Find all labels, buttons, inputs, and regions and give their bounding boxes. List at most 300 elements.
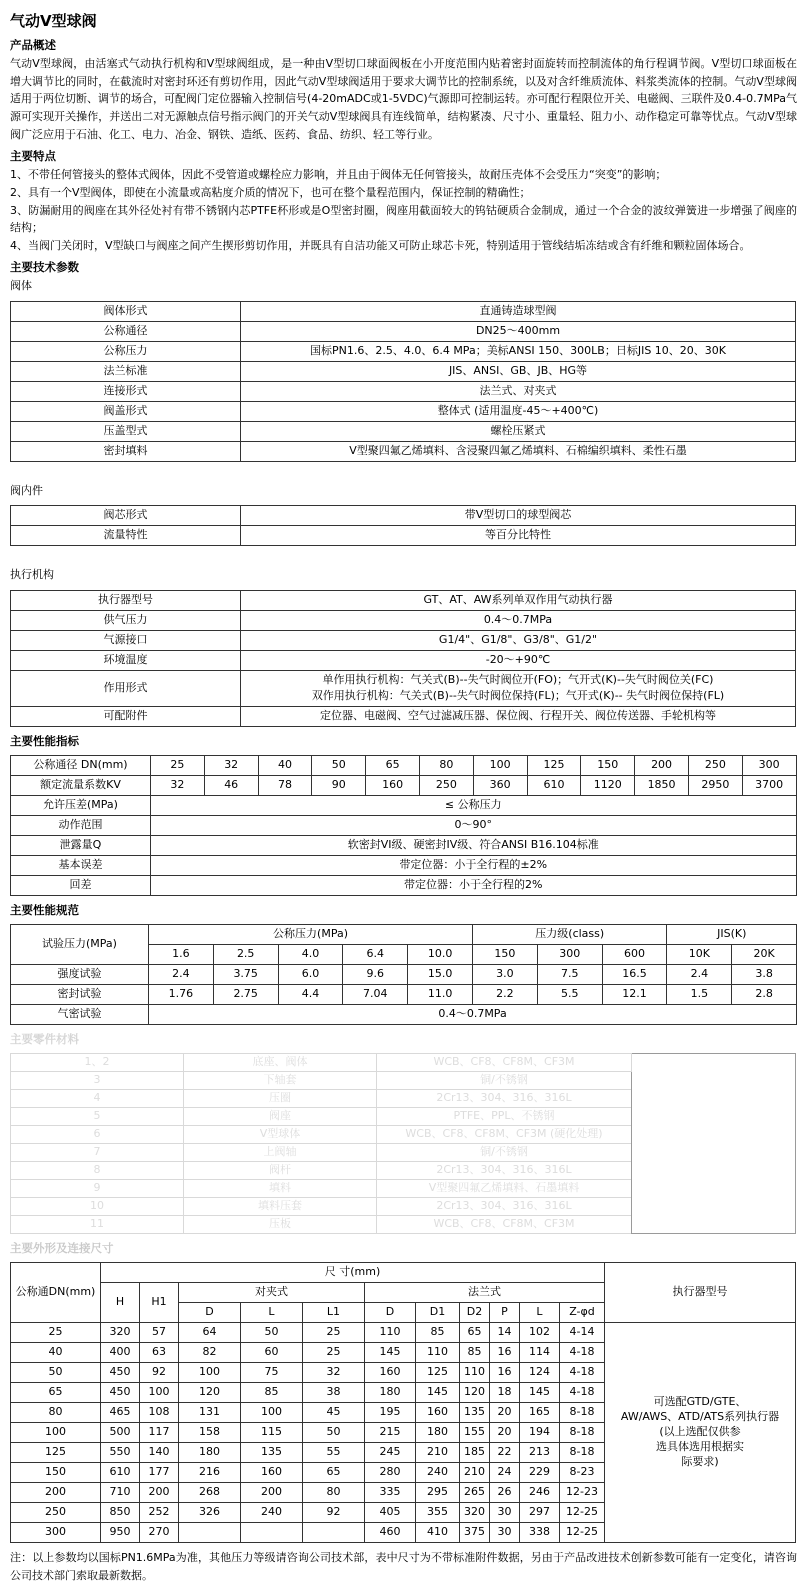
- part-name: 填料压套: [184, 1197, 377, 1215]
- dim-wafer-d: 216: [179, 1463, 241, 1483]
- table-row: [11, 984, 797, 1004]
- dim-h: 450: [101, 1363, 140, 1383]
- dim-flange-l: 246: [520, 1483, 560, 1503]
- spec-cell: 2.8: [732, 984, 797, 1004]
- part-material: WCB、CF8、CF8M、CF3M: [377, 1215, 632, 1233]
- table-row-air-test: [11, 1004, 797, 1024]
- row-value: JIS、ANSI、GB、JB、HG等: [241, 361, 796, 381]
- action-form-line-1: 单作用执行机构：气关式(B)--失气时阀位开(FO)；气开式(K)--失气时阀位关(FC): [322, 672, 714, 686]
- dim-header-wafer-group: 对夹式: [179, 1283, 365, 1303]
- row-label: 供气压力: [11, 610, 241, 630]
- part-material: 2Cr13、304、316、316L: [377, 1197, 632, 1215]
- dim-wafer-l: 135: [241, 1443, 303, 1463]
- kv-cell: 250: [419, 775, 473, 795]
- part-material: WCB、CF8、CF8M、CF3M (硬化处理): [377, 1125, 632, 1143]
- dim-flange-p: 30: [490, 1523, 520, 1543]
- section-heading-performance: 主要性能指标: [10, 733, 79, 748]
- dim-wafer-l1: 50: [303, 1423, 365, 1443]
- spec-cell: 6.0: [278, 964, 343, 984]
- row-label: 额定流量系数KV: [11, 775, 151, 795]
- dim-header-flange-l: L: [520, 1303, 560, 1323]
- dim-flange-zd: 8-23: [560, 1463, 605, 1483]
- table-row-dn: [11, 755, 797, 775]
- row-value: DN25～400mm: [241, 321, 796, 341]
- dim-flange-zd: 8-18: [560, 1403, 605, 1423]
- kv-cell: 78: [258, 775, 312, 795]
- part-material: 2Cr13、304、316、316L: [377, 1089, 632, 1107]
- table-row: [11, 526, 796, 546]
- table-row: [11, 401, 796, 421]
- row-label: 泄露量Q: [11, 835, 151, 855]
- part-number: 5: [11, 1107, 184, 1125]
- dim-flange-d: 335: [365, 1483, 416, 1503]
- spec-column-header: 4.0: [278, 944, 343, 964]
- table-row: [11, 301, 796, 321]
- row-label: 基本误差: [11, 855, 151, 875]
- dim-header-actuator-group: 执行器型号: [605, 1263, 796, 1323]
- part-material: 铜/不锈钢: [377, 1143, 632, 1161]
- spec-cell: 2.4: [149, 964, 214, 984]
- row-label: 阀芯形式: [11, 506, 241, 526]
- dim-h1: 200: [140, 1483, 179, 1503]
- spec-column-header: 10K: [667, 944, 732, 964]
- dim-wafer-d: 64: [179, 1323, 241, 1343]
- dim-flange-d2: 320: [460, 1503, 490, 1523]
- dim-flange-l: 124: [520, 1363, 560, 1383]
- row-value: G1/4"、G1/8"、G3/8"、G1/2": [241, 630, 796, 650]
- row-value: 直通铸造球型阀: [241, 301, 796, 321]
- spec-cell: 11.0: [408, 984, 473, 1004]
- spec-column-header: 600: [602, 944, 667, 964]
- kv-cell: 32: [151, 775, 205, 795]
- table-row: [11, 630, 796, 650]
- spec-cell: 5.5: [537, 984, 602, 1004]
- dim-header-flange-d1: D1: [416, 1303, 460, 1323]
- table-row: [11, 650, 796, 670]
- table-row: [11, 590, 796, 610]
- part-material: 铜/不锈钢: [377, 1071, 632, 1089]
- dim-wafer-l1: 45: [303, 1403, 365, 1423]
- dim-h1: 140: [140, 1443, 179, 1463]
- dim-wafer-d: 100: [179, 1363, 241, 1383]
- row-label: 压盖型式: [11, 421, 241, 441]
- dn-cell: 40: [258, 755, 312, 775]
- dim-wafer-l1: 92: [303, 1503, 365, 1523]
- row-value: 0.4～0.7MPa: [149, 1004, 797, 1024]
- spec-cell: 12.1: [602, 984, 667, 1004]
- dim-wafer-l: 100: [241, 1403, 303, 1423]
- dim-dn: 250: [11, 1503, 101, 1523]
- part-name: 阀座: [184, 1107, 377, 1125]
- dim-flange-p: 16: [490, 1343, 520, 1363]
- dim-wafer-l: 60: [241, 1343, 303, 1363]
- dim-wafer-l1: 25: [303, 1323, 365, 1343]
- dim-flange-p: 18: [490, 1383, 520, 1403]
- dim-dn: 150: [11, 1463, 101, 1483]
- section-heading-overview: 产品概述: [10, 37, 56, 52]
- spec-cell: 16.5: [602, 964, 667, 984]
- row-value: 带定位器：小于全行程的2%: [151, 875, 797, 895]
- row-value: 螺栓压紧式: [241, 421, 796, 441]
- dim-h1: 117: [140, 1423, 179, 1443]
- dim-flange-p: 20: [490, 1403, 520, 1423]
- row-label: 阀体形式: [11, 301, 241, 321]
- spec-column-header: 150: [473, 944, 538, 964]
- row-label: 强度试验: [11, 964, 149, 984]
- spec-column-header: 10.0: [408, 944, 473, 964]
- dim-flange-d1: 240: [416, 1463, 460, 1483]
- part-name: 上阀轴: [184, 1143, 377, 1161]
- dim-flange-p: 14: [490, 1323, 520, 1343]
- spec-cell: 9.6: [343, 964, 408, 984]
- dim-header-flange-zd: Z-φd: [560, 1303, 605, 1323]
- table-row: [11, 610, 796, 630]
- row-label: 密封填料: [11, 441, 241, 461]
- dim-flange-d2: 135: [460, 1403, 490, 1423]
- dim-h1: 57: [140, 1323, 179, 1343]
- dim-flange-d2: 155: [460, 1423, 490, 1443]
- kv-cell: 610: [527, 775, 581, 795]
- row-value: 整体式 (适用温度-45～+400℃): [241, 401, 796, 421]
- row-label: 气源接口: [11, 630, 241, 650]
- part-material: V型聚四氟乙烯填料、石墨填料: [377, 1179, 632, 1197]
- row-label: 作用形式: [11, 670, 241, 706]
- dim-h: 500: [101, 1423, 140, 1443]
- dim-flange-l: 114: [520, 1343, 560, 1363]
- dim-flange-l: 297: [520, 1503, 560, 1523]
- dim-flange-d2: 185: [460, 1443, 490, 1463]
- dim-flange-d: 145: [365, 1343, 416, 1363]
- dn-cell: 150: [581, 755, 635, 775]
- dim-wafer-d: 131: [179, 1403, 241, 1423]
- dim-flange-zd: 4-18: [560, 1343, 605, 1363]
- dim-wafer-l1: 65: [303, 1463, 365, 1483]
- dim-dn: 40: [11, 1343, 101, 1363]
- dim-flange-zd: 4-18: [560, 1363, 605, 1383]
- dn-cell: 65: [366, 755, 420, 775]
- dim-wafer-d: [179, 1523, 241, 1543]
- row-label: 公称压力: [11, 341, 241, 361]
- dim-header-wafer-l: L: [241, 1303, 303, 1323]
- dim-flange-d: 215: [365, 1423, 416, 1443]
- spec-cell: 15.0: [408, 964, 473, 984]
- dim-dn: 100: [11, 1423, 101, 1443]
- dim-wafer-d: 326: [179, 1503, 241, 1523]
- row-label: 法兰标准: [11, 361, 241, 381]
- dim-header-h: H: [101, 1283, 140, 1323]
- kv-cell: 360: [473, 775, 527, 795]
- spec-cell: 2.2: [473, 984, 538, 1004]
- dim-header-row-1: [11, 1263, 796, 1283]
- dim-flange-d1: 110: [416, 1343, 460, 1363]
- dim-header-dn: 公称通DN(mm): [11, 1263, 101, 1323]
- section-heading-materials: 主要零件材料: [10, 1031, 79, 1046]
- dim-flange-zd: 12-25: [560, 1523, 605, 1543]
- dim-wafer-l: 115: [241, 1423, 303, 1443]
- dim-wafer-l: 75: [241, 1363, 303, 1383]
- kv-cell: 2950: [688, 775, 742, 795]
- dim-flange-l: 165: [520, 1403, 560, 1423]
- dim-flange-d1: 410: [416, 1523, 460, 1543]
- part-name: 底座、阀体: [184, 1053, 377, 1071]
- kv-cell: 160: [366, 775, 420, 795]
- dim-h: 320: [101, 1323, 140, 1343]
- row-label: 动作范围: [11, 815, 151, 835]
- row-value: 国标PN1.6、2.5、4.0、6.4 MPa；美标ANSI 150、300LB；日标JIS 10、20、30K: [241, 341, 796, 361]
- spec-group-header: JIS(K): [667, 924, 797, 944]
- dim-h1: 108: [140, 1403, 179, 1423]
- dim-flange-d2: 265: [460, 1483, 490, 1503]
- dim-flange-p: 24: [490, 1463, 520, 1483]
- dim-wafer-l: 240: [241, 1503, 303, 1523]
- dim-header-wafer-l1: L1: [303, 1303, 365, 1323]
- dimensions-table: [10, 1262, 796, 1543]
- dim-flange-d1: 355: [416, 1503, 460, 1523]
- dim-flange-d: 195: [365, 1403, 416, 1423]
- row-value: 带V型切口的球型阀芯: [241, 506, 796, 526]
- dim-h: 850: [101, 1503, 140, 1523]
- dim-flange-l: 102: [520, 1323, 560, 1343]
- row-value: 0.4～0.7MPa: [241, 610, 796, 630]
- dim-h1: 177: [140, 1463, 179, 1483]
- dim-wafer-l: 200: [241, 1483, 303, 1503]
- row-value: [241, 670, 796, 706]
- dim-dn: 300: [11, 1523, 101, 1543]
- row-value: -20～+90℃: [241, 650, 796, 670]
- table-row: [11, 815, 797, 835]
- dn-cell: 32: [204, 755, 258, 775]
- table-row: [11, 341, 796, 361]
- dim-flange-p: 16: [490, 1363, 520, 1383]
- table-row: [11, 381, 796, 401]
- spec-cell: 4.4: [278, 984, 343, 1004]
- dim-h: 400: [101, 1343, 140, 1363]
- table-row: [11, 795, 797, 815]
- dim-h: 465: [101, 1403, 140, 1423]
- row-value: GT、AT、AW系列单双作用气动执行器: [241, 590, 796, 610]
- part-number: 6: [11, 1125, 184, 1143]
- row-value: 软密封VI级、硬密封IV级、符合ANSI B16.104标准: [151, 835, 797, 855]
- dim-header-flange-d: D: [365, 1303, 416, 1323]
- row-label: 环境温度: [11, 650, 241, 670]
- spec-cell: 7.5: [537, 964, 602, 984]
- feature-item: 4、当阀门关闭时，V型缺口与阀座之间产生揳形剪切作用，并既具有自洁功能又可防止球芯卡死，特别适用于管线结垢冻结或含有纤维和颗粒固体场合。: [10, 239, 751, 253]
- dim-flange-zd: 4-14: [560, 1323, 605, 1343]
- spec-column-header: 6.4: [343, 944, 408, 964]
- dim-h: 950: [101, 1523, 140, 1543]
- kv-cell: 46: [204, 775, 258, 795]
- dim-flange-d2: 210: [460, 1463, 490, 1483]
- part-number: 4: [11, 1089, 184, 1107]
- row-value: 带定位器：小于全行程的±2%: [151, 855, 797, 875]
- table-row: [11, 441, 796, 461]
- kv-cell: 1850: [635, 775, 689, 795]
- part-number: 1、2: [11, 1053, 184, 1071]
- table-row: [11, 835, 797, 855]
- part-number: 7: [11, 1143, 184, 1161]
- dim-h1: 100: [140, 1383, 179, 1403]
- dim-h1: 63: [140, 1343, 179, 1363]
- dim-flange-zd: 4-18: [560, 1383, 605, 1403]
- dim-flange-l: 229: [520, 1463, 560, 1483]
- part-name: 压板: [184, 1215, 377, 1233]
- part-number: 10: [11, 1197, 184, 1215]
- table-row: [11, 1053, 796, 1071]
- materials-diagram-placeholder: [632, 1053, 796, 1233]
- dim-flange-d1: 210: [416, 1443, 460, 1463]
- dim-flange-d2: 65: [460, 1323, 490, 1343]
- spec-cell: 3.0: [473, 964, 538, 984]
- row-label: 执行器型号: [11, 590, 241, 610]
- dim-h1: 270: [140, 1523, 179, 1543]
- spec-header-groups: [11, 924, 797, 944]
- section-heading-tech-params: 主要技术参数: [10, 260, 79, 275]
- row-label: 允许压差(MPa): [11, 795, 151, 815]
- row-value: 定位器、电磁阀、空气过滤减压器、保位阀、行程开关、阀位传送器、手轮机构等: [241, 706, 796, 726]
- table-row: [11, 321, 796, 341]
- dim-flange-p: 20: [490, 1423, 520, 1443]
- dim-wafer-l: 85: [241, 1383, 303, 1403]
- table-row: [11, 706, 796, 726]
- dim-header-size-group: 尺 寸(mm): [101, 1263, 605, 1283]
- dim-h: 450: [101, 1383, 140, 1403]
- dn-cell: 50: [312, 755, 366, 775]
- dim-wafer-l1: 38: [303, 1383, 365, 1403]
- actuator-table: [10, 590, 796, 727]
- row-label: 气密试验: [11, 1004, 149, 1024]
- dim-h: 610: [101, 1463, 140, 1483]
- kv-cell: 90: [312, 775, 366, 795]
- valve-internals-table: [10, 505, 796, 546]
- overview-body: 气动V型球阀，由活塞式气动执行机构和V型球阀组成，是一种由V型切口球面阀板在小开度范围内贴着密封面旋转而控制流体的角行程调节阀。V型切口球面板在增大调节比的同时，在截流时对密封环还有剪切作用，因此气动V型球阀适用于要求大调节比的控制系统，以及对含纤维质流体、料浆类流体的控制。气动V型球阀适用于两位切断、调节的场合，可配阀门定位器输入控制信号(4-20mADC或1-5VDC)气源即可控制运转。亦可配行程限位开关、电磁阀、三联件及0.4-0.7MPa气源可实现开关操作，并送出二对无源触点信号指示阀门的开关气动V型球阀具有连线简单，结构紧凑、尺寸小、重量轻、阻力小、动作稳定可靠等忧点。气动V型球阀广泛应用于石油、化工、电力、冶金、钢铁、造纸、医药、食品、纺织、轻工等行业。: [10, 56, 797, 142]
- dn-cell: 200: [635, 755, 689, 775]
- dn-cell: 250: [688, 755, 742, 775]
- table-row: [11, 421, 796, 441]
- section-heading-spec: 主要性能规范: [10, 902, 79, 917]
- dim-wafer-l1: 32: [303, 1363, 365, 1383]
- spec-cell: 7.04: [343, 984, 408, 1004]
- subheading-actuator: 执行机构: [10, 568, 54, 582]
- part-material: 2Cr13、304、316、316L: [377, 1161, 632, 1179]
- table-row: [11, 1323, 796, 1343]
- row-value: 法兰式、对夹式: [241, 381, 796, 401]
- spec-group-header: 压力级(class): [473, 924, 667, 944]
- part-number: 9: [11, 1179, 184, 1197]
- section-heading-dimensions: 主要外形及连接尺寸: [10, 1240, 114, 1255]
- feature-item: 3、防漏耐用的阀座在其外径处衬有带不锈钢内芯PTFE杯形或是O型密封圈，阀座用截面较大的钨钴硬质合金制成，通过一个合金的波纹弹簧进一步增强了阀座的结构；: [10, 203, 797, 235]
- row-value: V型聚四氟乙烯填料、含浸聚四氟乙烯填料、石棉编织填料、柔性石墨: [241, 441, 796, 461]
- table-row: [11, 670, 796, 706]
- dim-flange-zd: 12-23: [560, 1483, 605, 1503]
- row-value: ≤ 公称压力: [151, 795, 797, 815]
- dim-h: 550: [101, 1443, 140, 1463]
- dim-flange-d: 110: [365, 1323, 416, 1343]
- dim-flange-d2: 85: [460, 1343, 490, 1363]
- dim-flange-d1: 145: [416, 1383, 460, 1403]
- spec-column-header: 1.6: [149, 944, 214, 964]
- row-value: 0～90°: [151, 815, 797, 835]
- spec-cell: 3.75: [213, 964, 278, 984]
- spec-table: [10, 924, 797, 1025]
- dim-flange-d: 180: [365, 1383, 416, 1403]
- dim-flange-d1: 85: [416, 1323, 460, 1343]
- dim-dn: 125: [11, 1443, 101, 1463]
- valve-body-table: [10, 301, 796, 462]
- dim-flange-zd: 12-25: [560, 1503, 605, 1523]
- spec-cell: 1.5: [667, 984, 732, 1004]
- dim-wafer-l: 160: [241, 1463, 303, 1483]
- actuator-model-note: 可选配GTD/GTE、 AW/AWS、ATD/ATS系列执行器 (以上选配仅供参 选具体选用根据实 际要求): [605, 1323, 796, 1543]
- spec-cell: 3.8: [732, 964, 797, 984]
- part-number: 8: [11, 1161, 184, 1179]
- dim-flange-l: 145: [520, 1383, 560, 1403]
- spec-column-header: 2.5: [213, 944, 278, 964]
- dim-h1: 92: [140, 1363, 179, 1383]
- table-row: [11, 855, 797, 875]
- dim-header-flange-d2: D2: [460, 1303, 490, 1323]
- dim-wafer-l1: 25: [303, 1343, 365, 1363]
- row-label: 可配附件: [11, 706, 241, 726]
- feature-item: 1、不带任何管接头的整体式阀体，因此不受管道或螺栓应力影响，并且由于阀体无任何管接头，故耐压壳体不会受压力“突变”的影响；: [10, 168, 667, 181]
- spec-group-header: 公称压力(MPa): [149, 924, 473, 944]
- dim-flange-zd: 8-18: [560, 1443, 605, 1463]
- spec-column-header: 300: [537, 944, 602, 964]
- spec-cell: 1.76: [149, 984, 214, 1004]
- part-material: PTFE、PPL、不锈钢: [377, 1107, 632, 1125]
- dim-wafer-d: 158: [179, 1423, 241, 1443]
- dim-flange-d: 280: [365, 1463, 416, 1483]
- spec-column-header: 20K: [732, 944, 797, 964]
- performance-table: [10, 755, 797, 896]
- dim-flange-l: 194: [520, 1423, 560, 1443]
- part-name: 填料: [184, 1179, 377, 1197]
- dn-cell: 300: [742, 755, 796, 775]
- dn-cell: 100: [473, 755, 527, 775]
- feature-item: 2、具有一个V型阀体，即使在小流量或高粘度介质的情况下，也可在整个量程范围内，保证控制的精确性；: [10, 185, 531, 199]
- dim-flange-p: 26: [490, 1483, 520, 1503]
- table-row: [11, 361, 796, 381]
- part-number: 11: [11, 1215, 184, 1233]
- table-row-kv: [11, 775, 797, 795]
- row-label: 流量特性: [11, 526, 241, 546]
- subheading-valve-body: 阀体: [10, 279, 32, 293]
- dim-dn: 200: [11, 1483, 101, 1503]
- dim-header-flange-p: P: [490, 1303, 520, 1323]
- kv-cell: 3700: [742, 775, 796, 795]
- part-name: 下轴套: [184, 1071, 377, 1089]
- dim-wafer-l1: 80: [303, 1483, 365, 1503]
- action-form-line-2: 双作用执行机构：气关式(B)--失气时阀位保持(FL)；气开式(K)-- 失气时阀位保持(FL): [311, 689, 725, 703]
- page-title: 气动V型球阀: [10, 12, 97, 30]
- footnote: 注：以上参数均以国标PN1.6MPa为准，其他压力等级请咨询公司技术部，表中尺寸为不带标准附件数据，另由于产品改进技术创新参数可能有一定变化，请咨询公司技术部门索取最新数据。: [10, 1551, 797, 1582]
- part-number: 3: [11, 1071, 184, 1089]
- dim-flange-p: 22: [490, 1443, 520, 1463]
- dim-header-wafer-d: D: [179, 1303, 241, 1323]
- dim-flange-d1: 160: [416, 1403, 460, 1423]
- row-label: 密封试验: [11, 984, 149, 1004]
- row-label: 阀盖形式: [11, 401, 241, 421]
- part-name: 阀杆: [184, 1161, 377, 1179]
- dim-dn: 80: [11, 1403, 101, 1423]
- dim-dn: 50: [11, 1363, 101, 1383]
- dim-wafer-l1: 55: [303, 1443, 365, 1463]
- row-value: 等百分比特性: [241, 526, 796, 546]
- table-row: [11, 964, 797, 984]
- row-label: 回差: [11, 875, 151, 895]
- part-material: WCB、CF8、CF8M、CF3M: [377, 1053, 632, 1071]
- dim-header-flange-group: 法兰式: [365, 1283, 605, 1303]
- dim-wafer-l: 50: [241, 1323, 303, 1343]
